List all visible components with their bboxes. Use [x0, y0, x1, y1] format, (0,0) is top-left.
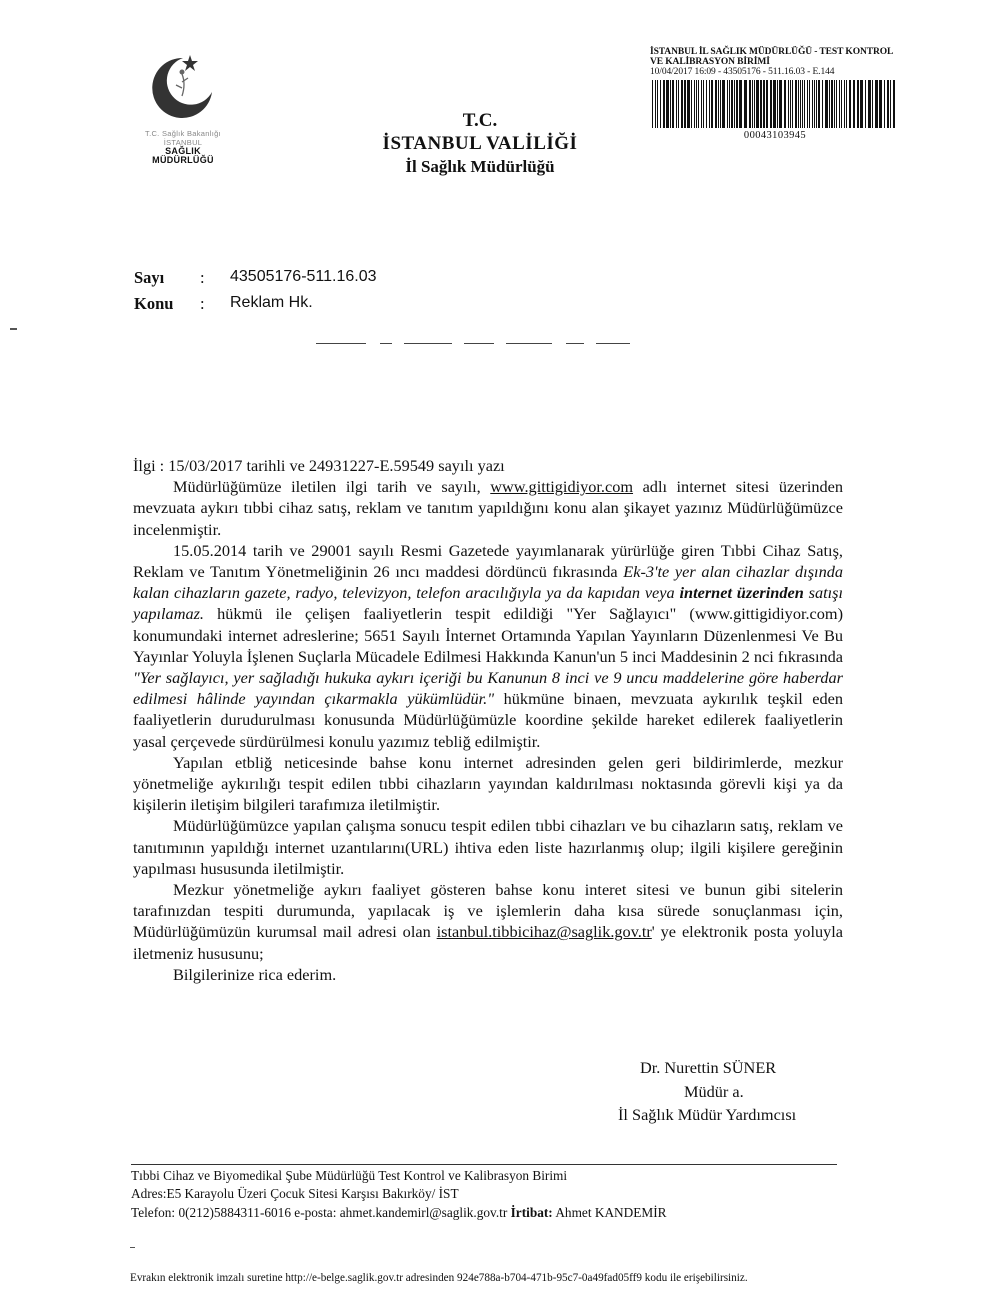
barcode-bar	[752, 80, 753, 128]
paragraph-2-text-end: hükmüne binaen, mevzuata aykırılık teşkil eden faaliyetlerin durudurulması konusunda Müdürlüğümüzle koordine şekilde hareket edilerek faaliyetlerin yasal çerçevede sürdürülmesi konulu yazımız tebliğ edilmiştir.	[133, 689, 844, 751]
barcode-bar	[754, 80, 755, 128]
closing-line: Bilgilerinize rica ederim.	[173, 964, 337, 984]
barcode-bar	[756, 80, 759, 128]
barcode-bar	[672, 80, 674, 128]
barcode-bar	[655, 80, 656, 128]
reference-line: İlgi : 15/03/2017 tarihli ve 24931227-E.59549 sayılı yazı	[133, 456, 505, 475]
barcode-number: 00043103945	[743, 130, 807, 141]
barcode-bar	[844, 80, 845, 128]
barcode-bar	[777, 80, 778, 128]
contact-value: Ahmet KANDEMİR	[552, 1205, 667, 1220]
barcode-bar	[887, 80, 889, 128]
barcode-bar	[846, 80, 847, 128]
barcode-bar	[879, 80, 882, 128]
barcode-bar	[676, 80, 677, 128]
barcode-bar	[868, 80, 871, 128]
barcode-bar	[853, 80, 855, 128]
barcode-bar	[727, 80, 728, 128]
barcode-bar	[760, 80, 762, 128]
barcode-bar	[812, 80, 813, 128]
barcode-bar	[696, 80, 697, 128]
signatory-title: Müdür a.	[684, 1082, 744, 1101]
header-tc: T.C.	[462, 110, 498, 131]
barcode-bar	[739, 80, 742, 128]
phone-email-value: 0(212)5884311-6016 e-posta: ahmet.kandemirl@saglik.gov.tr	[175, 1205, 511, 1220]
barcode-bar	[731, 80, 733, 128]
barcode-bar	[788, 80, 789, 128]
konu-colon: :	[200, 294, 205, 313]
barcode-bar	[872, 80, 873, 128]
konu-value: Reklam Hk.	[230, 294, 313, 311]
sayi-label: Sayı	[134, 268, 165, 287]
barcode-bar	[684, 80, 686, 128]
barcode-bar	[663, 80, 665, 128]
address-label: Adres:	[131, 1186, 167, 1201]
barcode-bar	[734, 80, 735, 128]
barcode-bar	[701, 80, 702, 128]
law-quote: "Yer sağlayıcı, yer sağladığı hukuka aykırı içeriği bu Kanunun 8 inci ve 9 uncu maddelerine göre haberdar edilmesi hâlinde yayından çıkarmakla yükümlüdür."	[133, 668, 843, 709]
barcode-bar	[831, 80, 833, 128]
paragraph-2-text-middle: hükmü ile çelişen faaliyetlerin tespit edildiği "Yer Sağlayıcı" (www.gittigidiyor.com) konumundaki internet adreslerine; 5651 Sayılı İnternet Ortamında Yapılan Yayınların Düzenlenmesi Ve Bu Yayınlar Yoluyla İşlenen Suçlarla Mücadele Edilmesi Hakkında Kanun'un 5 inci Maddesinin 2 nci fıkrasında	[133, 604, 843, 666]
logo-text-ministry: T.C. Sağlık Bakanlığı	[145, 129, 221, 138]
barcode-bar	[718, 80, 719, 128]
signatory-name: Dr. Nurettin SÜNER	[640, 1058, 777, 1077]
header-valilik: İSTANBUL VALİLİĞİ	[382, 133, 578, 154]
barcode-bar	[890, 80, 891, 128]
paragraph-1-text-end: adlı internet sitesi üzerinden mevzuata aykırı tıbbi cihaz satış, reklam ve tanıtım yapıldığını konu alan şikayet yazınız Müdürlüğümüzce incelenmiştir.	[133, 477, 844, 539]
barcode-bar	[792, 80, 793, 128]
margin-mark	[10, 328, 17, 330]
barcode-bar	[694, 80, 695, 128]
paragraph-2-text: 15.05.2014 tarih ve 29001 sayılı Resmi Gazetede yayımlanarak yürürlüğe giren Tıbbi Cihaz Satış, Reklam ve Tanıtım Yönetmeliğinin 26 ıncı maddesi dördüncü fıkrasında	[133, 540, 843, 582]
barcode-bar	[687, 80, 690, 128]
barcode-bar	[860, 80, 863, 128]
barcode-bar	[857, 80, 859, 128]
sayi-colon: :	[200, 268, 205, 287]
footer-unit: Tıbbi Cihaz ve Biyomedikal Şube Müdürlüğü Test Kontrol ve Kalibrasyon Birimi	[131, 1168, 568, 1183]
barcode-bar	[722, 80, 725, 128]
header-mudurluk: İl Sağlık Müdürlüğü	[405, 157, 555, 176]
barcode-bar	[766, 80, 768, 128]
barcode-bar	[703, 80, 704, 128]
barcode-bar	[802, 80, 803, 128]
barcode-bar	[839, 80, 840, 128]
barcode-bar	[807, 80, 808, 128]
logo-text-city: İSTANBUL	[163, 138, 203, 147]
barcode-bar	[698, 80, 699, 128]
barcode-bar	[709, 80, 710, 128]
meta-sayi-row	[134, 268, 377, 288]
barcode-bar	[744, 80, 747, 128]
paragraph-1-text: Müdürlüğümüze iletilen ilgi tarih ve sayılı,	[173, 477, 491, 497]
paragraph-2	[133, 540, 843, 752]
separator-dash	[596, 343, 630, 344]
barcode-bar	[657, 80, 658, 128]
barcode-bar	[691, 80, 692, 128]
regulation-quote-emphasis: internet üzerinden	[679, 583, 804, 603]
barcode-bar	[829, 80, 830, 128]
barcode-bar	[652, 80, 653, 128]
separator-dash	[464, 343, 494, 344]
barcode-stamp	[650, 47, 912, 141]
footer-contact	[131, 1205, 667, 1221]
paragraph-1	[133, 476, 843, 540]
footer-divider	[131, 1164, 837, 1165]
barcode-bar	[816, 80, 817, 128]
barcode-bar	[711, 80, 713, 128]
barcode-bar	[678, 80, 679, 128]
paragraph-5	[133, 879, 843, 964]
barcode-bar	[818, 80, 820, 128]
barcode-bar	[836, 80, 837, 128]
barcode-bar	[841, 80, 842, 128]
barcode-bar	[715, 80, 717, 128]
barcode-bar	[875, 80, 878, 128]
barcode-bar	[884, 80, 885, 128]
barcode-bar	[749, 80, 751, 128]
barcode-bar	[736, 80, 738, 128]
crescent-star-icon	[146, 52, 220, 120]
regulation-quote: Ek-3'te yer alan cihazlar dışında kalan cihazların gazete, radyo, televizyon, telefon aracılığıyla ya da kapıdan veya	[133, 562, 843, 603]
barcode-bar	[763, 80, 765, 128]
barcode-bar	[809, 80, 810, 128]
email-link[interactable]: istanbul.tibbicihaz@saglik.gov.tr	[436, 922, 652, 942]
meta-konu-row	[134, 294, 313, 314]
barcode-bar	[790, 80, 791, 128]
signatory-role: İl Sağlık Müdür Yardımcısı	[618, 1105, 797, 1124]
paragraph-4: Müdürlüğümüzce yapılan çalışma sonucu tespit edilen tıbbi cihazları ve bu cihazların satış, reklam ve tanıtımının yapıldığı internet uzantılarını(URL) ihtiva eden liste hazırlanmış olup; ilgili kişilere gereğinin yapılması hususunda iletilmiştir.	[133, 816, 843, 878]
barcode-bar	[800, 80, 801, 128]
barcode-bar	[865, 80, 866, 128]
barcode-bar	[784, 80, 786, 128]
barcode-bar	[822, 80, 823, 128]
paragraph-3: Yapılan etbliğ neticesinde bahse konu internet adresinden gelen geri bildirimlerde, mezkur yönetmeliğe aykırılığı tespit edilen tıbbi cihazların yayından kaldırılması noktasında görevli kişi ya da kişilerin iletişim bilgileri tarafımıza iletilmiştir.	[133, 752, 843, 815]
barcode-bar	[825, 80, 828, 128]
barcode-bar	[720, 80, 721, 128]
e-signature-note: Evrakın elektronik imzalı suretine http://e-belge.saglik.gov.tr adresinden 924e788a-b704-471b-95c7-0a49fad05ff9 kodu ile erişebilirsiniz.	[130, 1272, 748, 1284]
barcode-bar	[660, 80, 661, 128]
paragraph-5-text: Mezkur yönetmeliğe aykırı faaliyet gösteren bahse konu interet sitesi ve bunun gibi sitelerin tarafınızdan tespiti durumunda, yapılacak iş ve işlemlerin daha kısa sürede sonuçlanması için, Müdürlüğümüzün kurumsal mail adresi olan	[133, 880, 843, 942]
barcode-bar	[770, 80, 772, 128]
barcode-bar	[814, 80, 815, 128]
footer-mark	[130, 1247, 135, 1248]
sayi-value: 43505176-511.16.03	[230, 268, 377, 285]
contact-label: İrtibat:	[510, 1205, 553, 1220]
letter-body	[133, 455, 843, 985]
barcode-bar	[893, 80, 895, 128]
barcode-bar	[773, 80, 776, 128]
website-link[interactable]: www.gittigidiyor.com	[490, 477, 634, 497]
barcode-bar	[779, 80, 782, 128]
separator-dash	[404, 343, 452, 344]
konu-label: Konu	[134, 294, 174, 313]
separator-dash	[506, 343, 552, 344]
barcode-bar	[681, 80, 683, 128]
footer-address	[131, 1186, 459, 1202]
ministry-logo	[128, 52, 238, 177]
separator-dash	[566, 343, 584, 344]
logo-text-mudurlugu: MÜDÜRLÜĞÜ	[152, 155, 214, 165]
barcode-bar	[834, 80, 835, 128]
barcode-bar	[804, 80, 805, 128]
logo-text-saglik: SAĞLIK	[165, 146, 201, 156]
separator-dash	[380, 343, 392, 344]
barcode-bar	[666, 80, 669, 128]
paragraph-5-text-end: ' ye elektronik posta yoluyla iletmeniz hususunu;	[133, 922, 843, 963]
stamp-unit-line2: VE KALİBRASYON BİRİMİ	[650, 57, 770, 67]
barcode-bar	[706, 80, 707, 128]
phone-label: Telefon:	[131, 1205, 176, 1220]
stamp-unit-line1: İSTANBUL İL SAĞLIK MÜDÜRLÜĞÜ - TEST KONTROL	[650, 47, 894, 57]
regulation-quote-end: satışı yapılamaz.	[133, 583, 843, 624]
barcode-bar	[798, 80, 799, 128]
barcode-bar	[670, 80, 671, 128]
address-value: E5 Karayolu Üzeri Çocuk Sitesi Karşısı Bakırköy/ İST	[166, 1186, 459, 1201]
barcode-icon	[650, 80, 900, 128]
stamp-date-ref: 10/04/2017 16:09 - 43505176 - 511.16.03 - E.144	[650, 67, 835, 77]
barcode-bar	[795, 80, 797, 128]
barcode-bar	[849, 80, 851, 128]
separator-dash	[316, 343, 366, 344]
barcode-bar	[729, 80, 730, 128]
